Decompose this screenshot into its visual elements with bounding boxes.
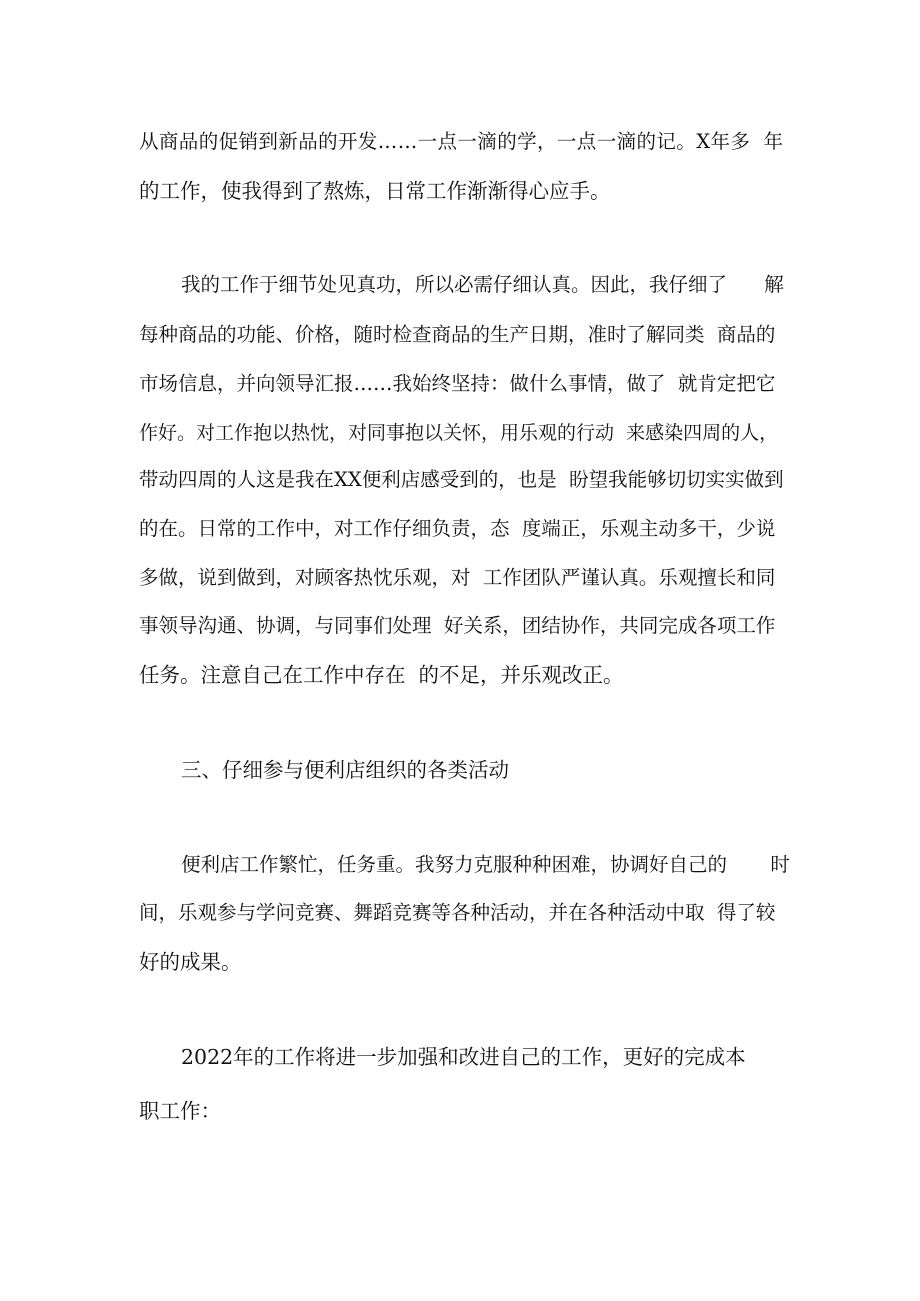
text-line: 职工作：	[139, 1099, 221, 1123]
text-line: 好的成果。	[139, 950, 242, 974]
heading-text: 三、仔细参与便利店组织的各类活动	[181, 758, 509, 782]
text-line: 市场信息，并向领导汇报……我始终坚持：做什么事情，做了 就肯定把它	[139, 372, 776, 395]
text-line: 作好。对工作抱以热忱，对同事抱以关怀，用乐观的行动 来感染四周的人，	[139, 422, 779, 444]
text-line: 间，乐观参与学问竞赛、舞蹈竞赛等各种活动，并在各种活动中取 得了较	[139, 901, 776, 924]
text-line: 2022年的工作将进一步加强和改进自己的工作，更好的完成本	[181, 1045, 746, 1069]
text-line: 多做，说到做到，对顾客热忱乐观，对 工作团队严谨认真。乐观擅长和同	[139, 566, 776, 589]
text-line: 每种商品的功能、价格，随时检查商品的生产日期，准时了解同类 商品的	[139, 323, 776, 346]
text-line: 的在。日常的工作中，对工作仔细负责，态 度端正，乐观主动多干，少说	[139, 517, 776, 540]
text-line: 我的工作于细节处见真功，所以必需仔细认真。因此，我仔细了 解	[181, 273, 784, 296]
text-line: 任务。注意自己在工作中存在 的不足，并乐观改正。	[139, 663, 624, 687]
text-line: 的工作，使我得到了熬炼，日常工作渐渐得心应手。	[139, 179, 611, 203]
text-line: 事领导沟通、协调，与同事们处理 好关系，团结协作，共同完成各项工作	[139, 614, 776, 637]
text-line: 带动四周的人这是我在XX便利店感受到的，也是 盼望我能够切切实实做到	[139, 468, 784, 491]
text-line: 便利店工作繁忙，任务重。我努力克服种种困难，协调好自己的 时	[181, 853, 790, 876]
text-line: 从商品的促销到新品的开发……一点一滴的学，一点一滴的记。X年多 年	[139, 130, 784, 153]
